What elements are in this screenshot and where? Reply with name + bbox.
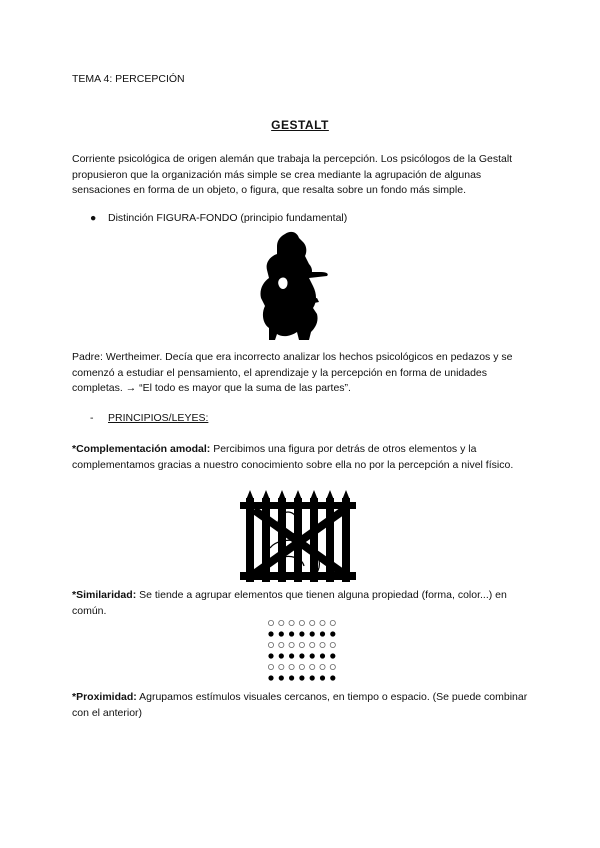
silhouette-nose [305,272,328,278]
complementacion-text: Percibimos una figura por detrás de otros elementos y la complementamos gracias a nuestro conocimiento sobre ella no por la percepción a nivel físico. [72,443,514,471]
open-dot [299,642,304,647]
filled-dot [330,653,335,658]
principios-label: PRINCIPIOS/LEYES: [108,412,209,424]
open-dot [299,620,304,625]
filled-dot [299,653,304,658]
proximidad-paragraph [72,690,532,721]
open-dot [310,664,315,669]
bullet-text: Distinción FIGURA-FONDO (principio fundamental) [108,212,348,224]
intro-paragraph: Corriente psicológica de origen alemán que trabaja la percepción. Los psicólogos de la Gestalt propusieron que la organización más simple se crea mediante la agrupación de algunas sensaciones en forma de un objeto, o figura, que resalta sobre un fondo más simple. [72,153,513,196]
page-title: GESTALT [271,118,329,132]
dash-marker: - [90,412,94,424]
similaridad-paragraph [72,588,532,619]
open-dot [310,642,315,647]
filled-dot [289,653,294,658]
filled-dot [268,675,273,680]
filled-dot [279,653,284,658]
bullet-marker: ● [90,212,97,224]
open-dot [289,642,294,647]
filled-dot [299,631,304,636]
proximidad-text: Agrupamos estímulos visuales cercanos, en tiempo o espacio. (Se puede combinar con el anterior) [72,691,528,719]
filled-dot [268,631,273,636]
amodal-completion-illustration [240,488,360,582]
open-dot [320,620,325,625]
open-dot [320,664,325,669]
proximidad-label: *Proximidad: [72,691,137,703]
open-dot [289,664,294,669]
filled-dot [310,675,315,680]
figure-ground-illustration [255,228,335,346]
figure-ground-bullet [90,212,347,224]
open-dot [279,642,284,647]
silhouette-figure [260,232,317,340]
filled-dot [289,631,294,636]
filled-dot [299,675,304,680]
open-dot [320,642,325,647]
complementacion-label: *Complementación amodal: [72,443,211,455]
filled-dot [330,675,335,680]
page-header: TEMA 4: PERCEPCIÓN [72,73,185,85]
open-dot [279,620,284,625]
open-dot [299,664,304,669]
filled-dot [310,653,315,658]
similaridad-text: Se tiende a agrupar elementos que tienen alguna propiedad (forma, color...) en común. [72,589,507,617]
filled-dot [310,631,315,636]
open-dot [279,664,284,669]
open-dot [268,620,273,625]
complementacion-paragraph [72,442,532,473]
open-dot [310,620,315,625]
filled-dot [320,631,325,636]
filled-dot [320,675,325,680]
open-dot [330,664,335,669]
open-dot [330,620,335,625]
similarity-dot-grid [266,618,338,684]
open-dot [268,664,273,669]
filled-dot [330,631,335,636]
similaridad-label: *Similaridad: [72,589,137,601]
filled-dot [268,653,273,658]
filled-dot [289,675,294,680]
filled-dot [279,631,284,636]
filled-dot [279,675,284,680]
open-dot [289,620,294,625]
principios-heading [90,412,208,424]
filled-dot [320,653,325,658]
open-dot [330,642,335,647]
padre-paragraph: Padre: Wertheimer. Decía que era incorrecto analizar los hechos psicológicos en pedazos y se comenzó a estudiar el pensamiento, el aprendizaje y la percepción en forma de unidades completas. → “El todo es mayor que la suma de las partes”. [72,351,513,394]
open-dot [268,642,273,647]
